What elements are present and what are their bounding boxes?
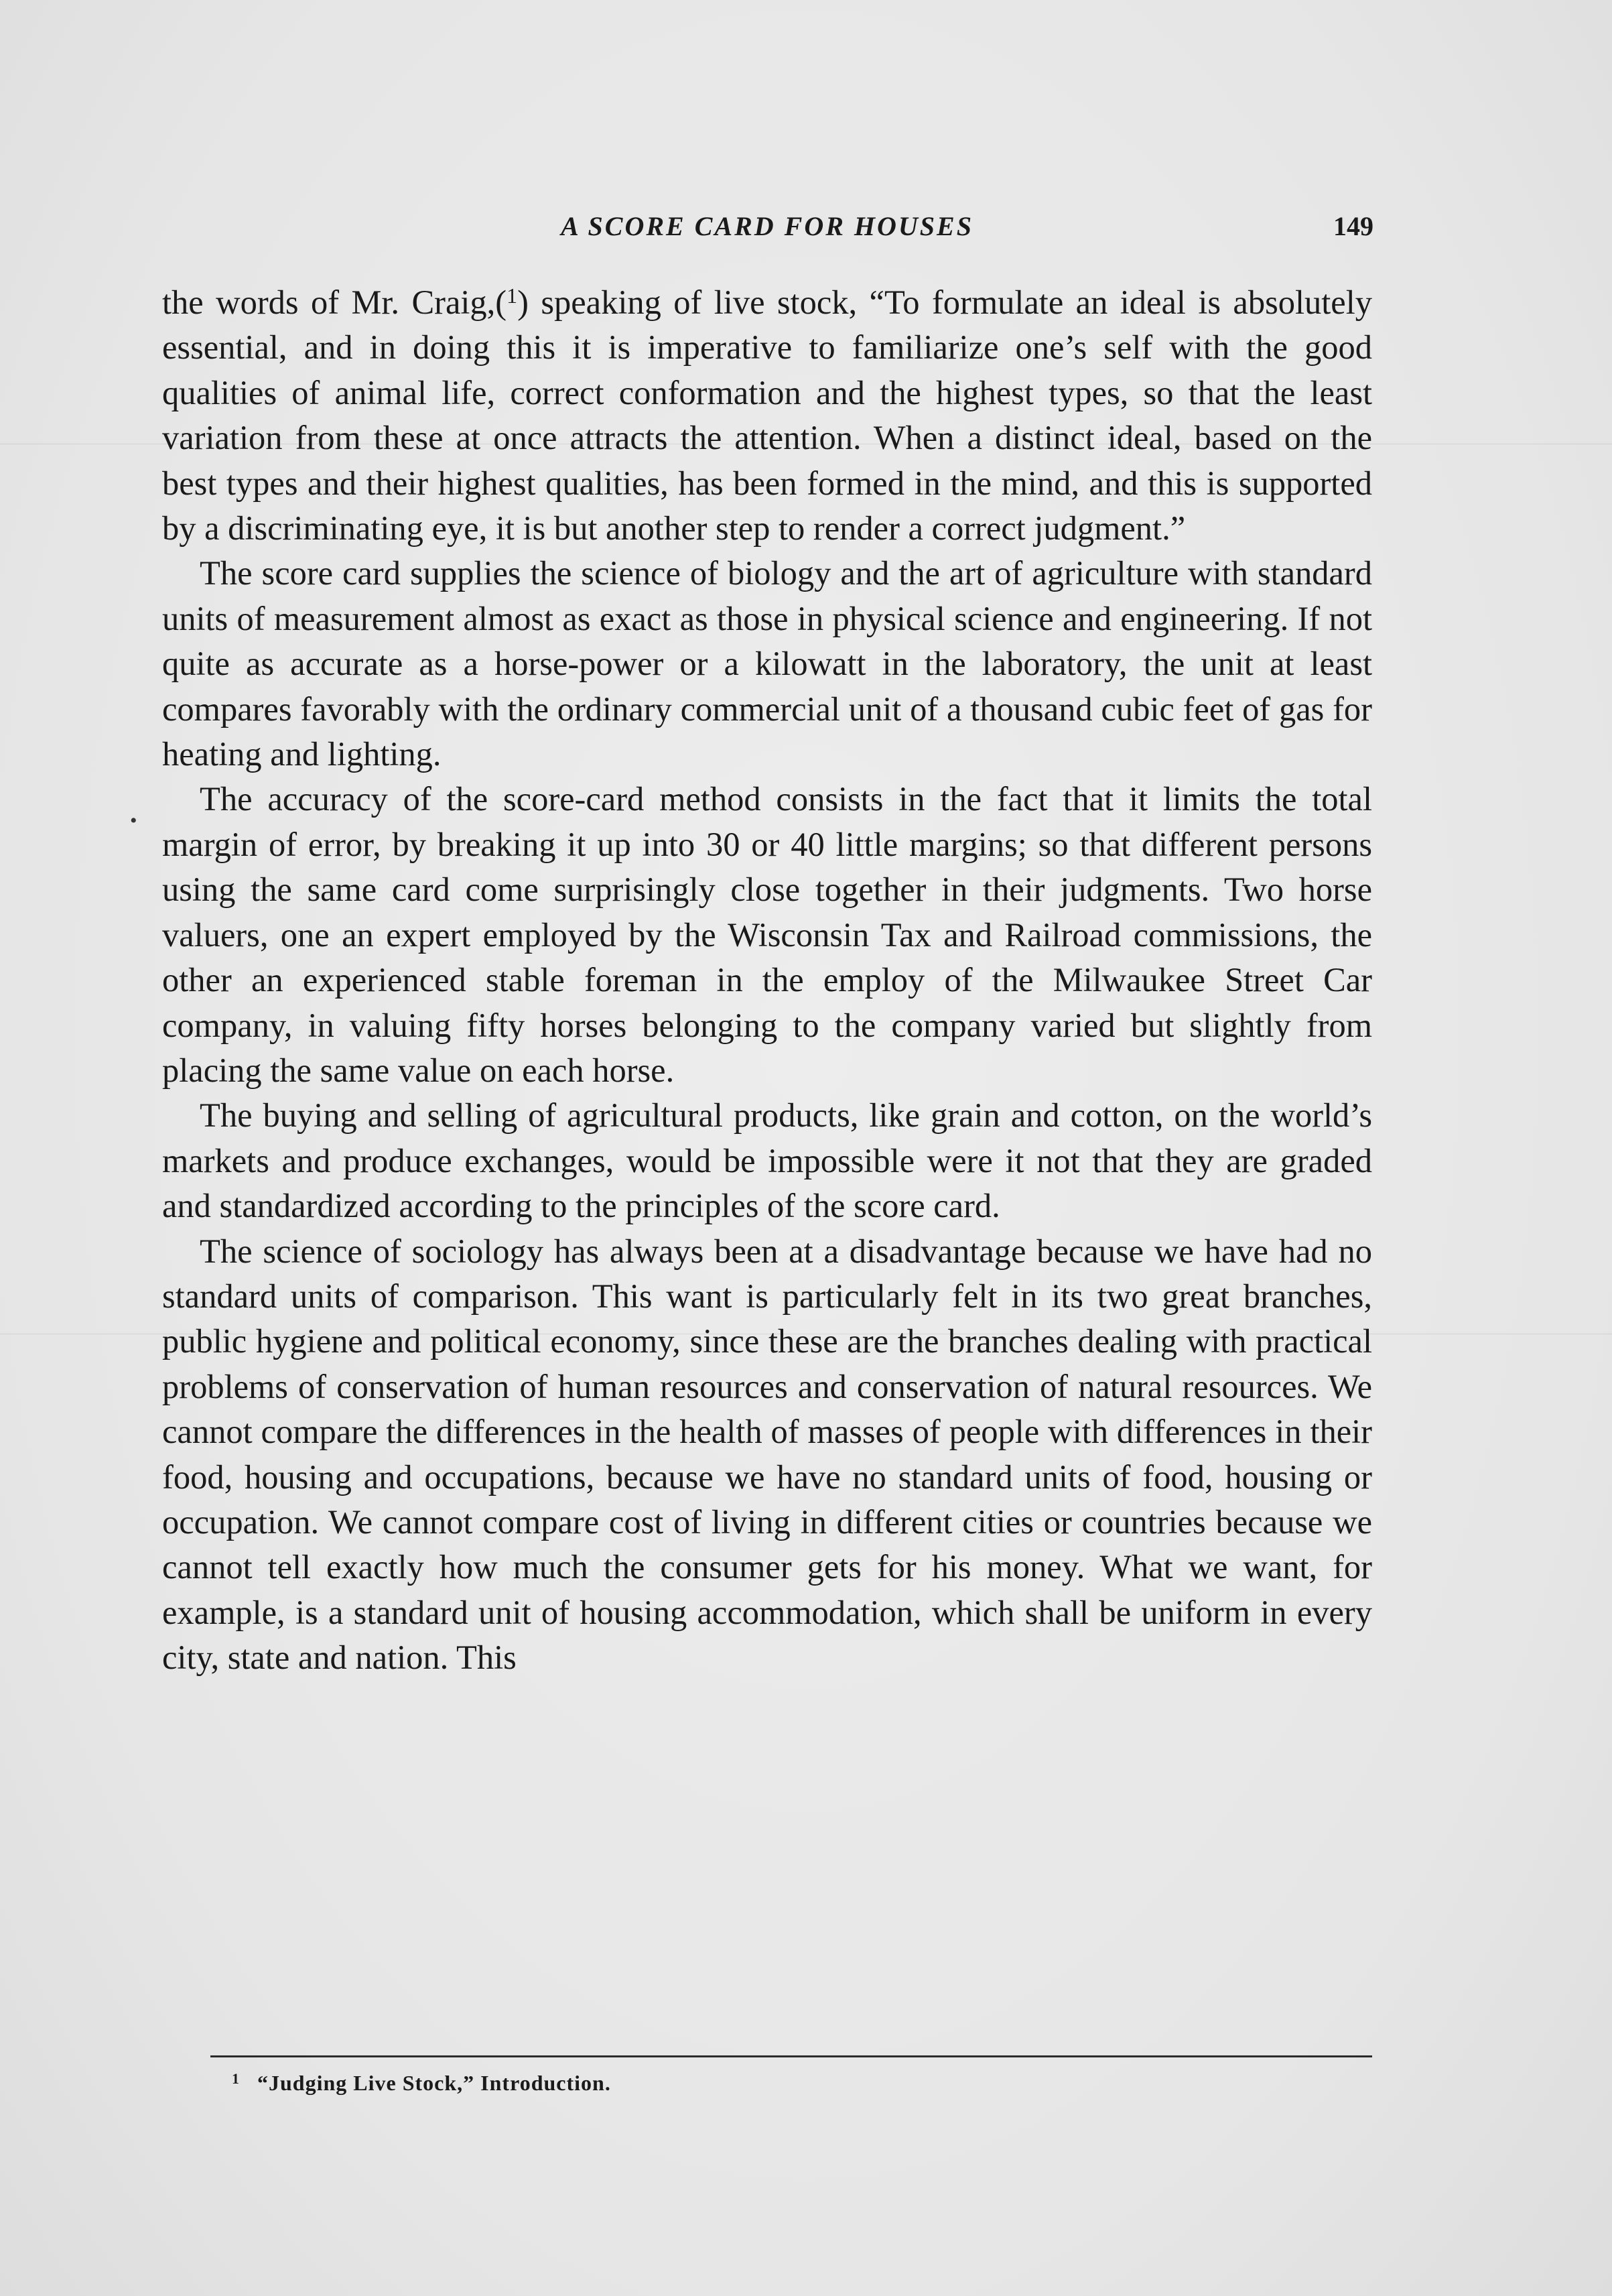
- footnote-rule: [210, 2055, 1372, 2057]
- paragraph-5: The science of sociology has always been at a disadvantage because we have had no standard units of comparison. This want is particularly felt in its two great branches, public hygiene and political economy, since these are the branches dealing with practical problems of conservation of human resources and conservation of natural resources. We cannot compare the differences in the health of masses of people with differences in their food, housing and occupations, because we have no standard units of food, housing or occupation. We cannot compare cost of living in different cities or countries because we cannot tell exactly how much the consumer gets for his money. What we want, for example, is a standard unit of housing accommodation, which shall be uniform in every city, state and nation. This: [162, 1232, 1372, 1677]
- margin-mark: •: [130, 810, 137, 832]
- footnote-text: “Judging Live Stock,” Introduction.: [257, 2071, 611, 2095]
- running-head: [161, 206, 1373, 247]
- running-title: A SCORE CARD FOR HOUSES: [561, 211, 973, 241]
- paragraph-4: The buying and selling of agricultural products, like grain and cotton, on the world’s markets and produce exchanges, would be impossible were it not that they are graded and standardized according to the principles of the score card.: [162, 1096, 1372, 1225]
- paragraph-1: [162, 280, 1372, 551]
- footnote: [232, 2064, 1371, 2098]
- paragraph-3: The accuracy of the score-card method consists in the fact that it limits the total margin of error, by breaking it up into 30 or 40 little margins; so that different persons using the same card come surprisingly close together in their judgments. Two horse valuers, one an expert employed by the Wisconsin Tax and Railroad commissions, the other an experienced stable foreman in the employ of the Milwaukee Street Car company, in valuing fifty horses belonging to the company varied but slightly from placing the same value on each horse.: [162, 780, 1372, 1089]
- paragraph-2: The score card supplies the science of biology and the art of agriculture with standard units of measurement almost as exact as those in physical science and engineering. If not quite as accurate as a horse-power or a kilowatt in the laboratory, the unit at least compares favorably with the ordinary commercial unit of a thousand cubic feet of gas for heating and lighting.: [162, 554, 1372, 773]
- body-text: [162, 280, 1372, 1681]
- footnote-mark: 1: [232, 2070, 240, 2087]
- paragraph-1-text-start: the words of Mr. Craig,(: [162, 283, 507, 321]
- page-number: 149: [1333, 211, 1373, 241]
- footnote-reference: 1: [507, 283, 518, 308]
- paragraph-1-text-rest: ) speaking of live stock, “To formulate an ideal is absolutely essential, and in doing this it is imperative to familiarize one’s self with the good qualities of animal life, correct conformation and the highest types, so that the least variation from these at once attracts the attention. When a distinct ideal, based on the best types and their highest qualities, has been formed in the mind, and this is supported by a discriminating eye, it is but another step to render a correct judgment.”: [162, 283, 1372, 548]
